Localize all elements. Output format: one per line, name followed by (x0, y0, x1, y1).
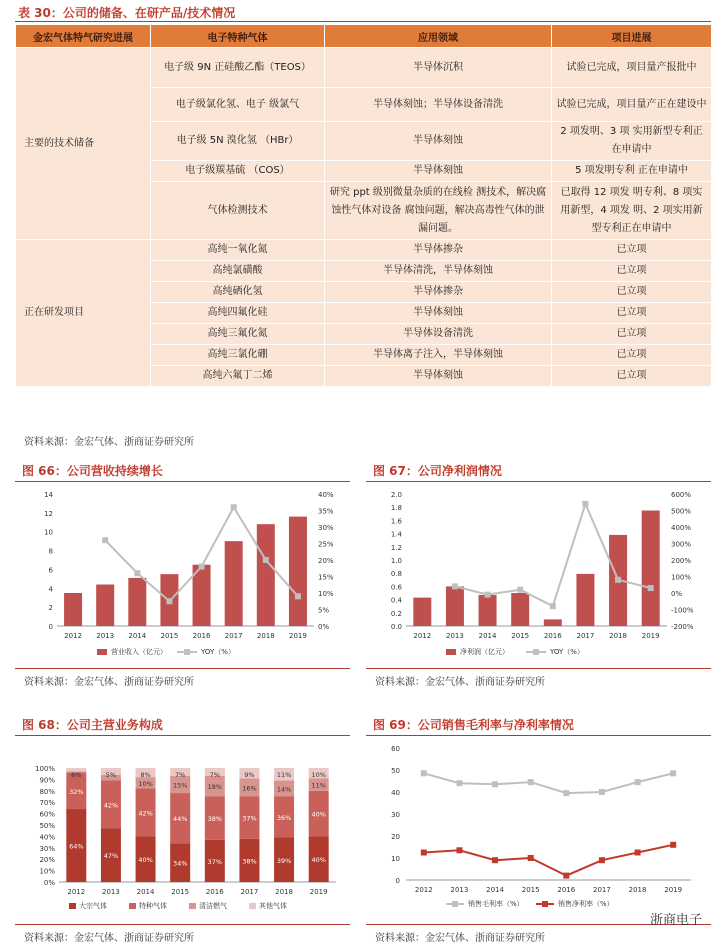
x-tick-label: 2016 (543, 632, 562, 640)
segment-label: 6% (71, 771, 82, 779)
revenue-bar (479, 595, 497, 626)
margin-marker (563, 873, 569, 879)
segment-label: 42% (138, 809, 153, 818)
y-left-tick-label: 0.6 (390, 583, 402, 592)
y-left-tick-label: 0.4 (390, 596, 402, 605)
margin-marker (456, 780, 462, 786)
fig67-rule (366, 481, 711, 482)
segment-label: 47% (103, 852, 119, 861)
cell-progress: 已立项 (552, 366, 712, 387)
cell-app: 研究 ppt 级别微量杂质的在线检 测技术，解决腐蚀性气体对设备 腐蚀问题，解决高毒性气体的泄 漏问题。 (325, 182, 552, 240)
cell-gas: 高纯硒化氢 (151, 282, 325, 303)
y-tick-label: 30 (391, 811, 400, 819)
yoy-marker (199, 564, 205, 570)
cell-app: 半导体掺杂 (325, 240, 552, 261)
x-tick-label: 2015 (160, 632, 179, 640)
x-tick-label: 2015 (171, 888, 190, 896)
y-left-tick-label: 2 (48, 604, 53, 613)
y-left-tick-label: 0.8 (390, 570, 402, 579)
y-tick-label: 80% (39, 787, 55, 796)
x-tick-label: 2013 (450, 886, 469, 894)
y-tick-label: 40% (39, 833, 55, 842)
y-tick-label: 90% (39, 776, 55, 785)
y-right-tick-label: 0% (318, 623, 330, 631)
y-right-tick-label: 100% (671, 573, 692, 582)
table-header-cell: 金宏气体特气研究进展 (16, 25, 151, 48)
x-tick-label: 2016 (557, 886, 576, 894)
revenue-bar (446, 586, 464, 626)
margin-marker (528, 855, 534, 861)
x-tick-label: 2013 (96, 632, 115, 640)
y-left-tick-label: 4 (48, 585, 53, 594)
yoy-marker (102, 537, 108, 543)
x-tick-label: 2012 (67, 888, 86, 896)
fig68-rule (15, 735, 350, 736)
y-left-tick-label: 0.2 (390, 609, 402, 618)
cell-gas: 电子级氯化氢、电子 级氯气 (151, 88, 325, 122)
y-left-tick-label: 14 (44, 491, 53, 499)
y-tick-label: 60 (391, 745, 400, 753)
revenue-bar (64, 593, 82, 626)
legend-label: 清洁燃气 (199, 902, 227, 910)
x-tick-label: 2017 (576, 632, 595, 640)
cell-progress: 试验已完成，项目量产报批中 (552, 48, 712, 88)
cell-app: 半导体刻蚀 (325, 122, 552, 161)
y-right-tick-label: 5% (318, 606, 330, 615)
y-left-tick-label: 8 (48, 547, 53, 556)
legend-swatch (249, 903, 256, 909)
fig69-rule (366, 735, 711, 736)
y-left-tick-label: 1.6 (390, 517, 402, 526)
table-row (16, 48, 712, 88)
table-header-row (16, 25, 712, 48)
legend-label: 特种气体 (139, 902, 167, 910)
fig67-chart (366, 484, 711, 664)
fig66-title: 图 66：公司营收持续增长 (22, 464, 163, 478)
segment-label: 11% (311, 781, 326, 790)
x-tick-label: 2017 (240, 888, 259, 896)
table-title: 表 30：公司的储备、在研产品/技术情况 (18, 6, 236, 20)
y-tick-label: 10 (391, 855, 400, 863)
title-rule (15, 21, 711, 22)
legend-line-label: YOY（%） (201, 648, 235, 656)
cell-app: 半导体离子注入，半导体刻蚀 (325, 345, 552, 366)
legend-label: 大宗气体 (79, 902, 107, 910)
yoy-marker (452, 583, 458, 589)
reserve-table (15, 24, 712, 387)
x-tick-label: 2016 (192, 632, 211, 640)
y-tick-label: 30% (39, 844, 55, 853)
margin-marker (421, 770, 427, 776)
y-tick-label: 20 (391, 833, 400, 841)
y-right-tick-label: 15% (318, 573, 334, 582)
segment-label: 32% (69, 787, 84, 796)
margin-marker (563, 790, 569, 796)
yoy-marker (134, 570, 140, 576)
margin-marker (492, 857, 498, 863)
fig69-title: 图 69：公司销售毛利率与净利率情况 (373, 718, 574, 732)
group-cell: 正在研发项目 (16, 240, 151, 387)
margin-marker (670, 842, 676, 848)
fig69-source: 资料来源：金宏气体、浙商证券研究所 (375, 933, 545, 944)
fig68-source: 资料来源：金宏气体、浙商证券研究所 (24, 933, 194, 944)
revenue-bar (128, 578, 146, 626)
margin-marker (599, 789, 605, 795)
cell-app: 半导体掺杂 (325, 282, 552, 303)
cell-progress: 已立项 (552, 282, 712, 303)
x-tick-label: 2018 (609, 632, 627, 640)
x-tick-label: 2015 (521, 886, 540, 894)
y-right-tick-label: 10% (318, 590, 334, 598)
legend-bar-swatch (97, 649, 107, 655)
x-tick-label: 2013 (446, 632, 464, 640)
margin-marker (635, 779, 641, 785)
revenue-bar (544, 619, 562, 626)
x-tick-label: 2013 (102, 888, 120, 896)
yoy-marker (582, 501, 588, 507)
yoy-marker (263, 557, 269, 563)
table-header-cell: 应用领域 (325, 25, 552, 48)
legend-label: 销售毛利率（%） (468, 900, 524, 908)
y-left-tick-label: 1.4 (390, 530, 402, 539)
fig66-rule (15, 481, 350, 482)
margin-marker (670, 770, 676, 776)
y-left-tick-label: 2.0 (390, 491, 402, 499)
fig69-chart (366, 738, 711, 918)
watermark-logo: 浙商电子 (649, 913, 702, 928)
cell-progress: 已立项 (552, 345, 712, 366)
y-left-tick-label: 6 (48, 566, 53, 575)
y-left-tick-label: 12 (44, 509, 53, 518)
segment-label: 64% (69, 842, 84, 851)
legend-marker (542, 901, 548, 907)
yoy-marker (550, 603, 556, 609)
cell-progress: 2 项发明、3 项 实用新型专利正在申请中 (552, 122, 712, 161)
cell-app: 半导体刻蚀 (325, 161, 552, 182)
x-tick-label: 2012 (414, 886, 433, 894)
segment-label: 7% (175, 771, 186, 779)
y-right-tick-label: 400% (671, 524, 692, 532)
segment-label: 38% (242, 857, 257, 866)
y-right-tick-label: 35% (318, 507, 334, 516)
segment-label: 40% (311, 856, 326, 865)
legend-line-marker (184, 649, 190, 655)
x-tick-label: 2019 (641, 632, 660, 640)
x-tick-label: 2017 (593, 886, 611, 894)
revenue-bar (96, 585, 114, 626)
legend-bar-swatch (446, 649, 456, 655)
y-tick-label: 10% (39, 867, 55, 876)
y-tick-label: 70% (39, 799, 55, 808)
x-tick-label: 2012 (413, 632, 432, 640)
cell-progress: 已取得 12 项发 明专利、8 项实 用新型，4 项发 明、2 项实用新 型专利正在申请中 (552, 182, 712, 240)
x-tick-label: 2018 (628, 886, 647, 894)
revenue-bar (642, 511, 660, 627)
segment-label: 38% (207, 815, 223, 824)
cell-progress: 5 项发明专利 正在申请中 (552, 161, 712, 182)
y-tick-label: 100% (34, 765, 55, 773)
segment-label: 15% (172, 781, 188, 790)
legend-line-label: YOY（%） (550, 648, 584, 656)
margin-marker (528, 779, 534, 785)
cell-app: 半导体清洗，半导体刻蚀 (325, 261, 552, 282)
fig68-title: 图 68：公司主营业务构成 (22, 718, 163, 732)
revenue-bar (413, 598, 431, 626)
margin-marker (635, 850, 641, 856)
yoy-marker (615, 577, 621, 583)
table-header-cell: 电子特种气体 (151, 25, 325, 48)
y-left-tick-label: 1.8 (390, 504, 402, 513)
x-tick-label: 2018 (275, 888, 293, 896)
segment-label: 8% (140, 771, 151, 779)
y-left-tick-label: 10 (44, 528, 53, 537)
cell-app: 半导体设备清洗 (325, 324, 552, 345)
x-tick-label: 2017 (224, 632, 243, 640)
x-tick-label: 2014 (128, 632, 147, 640)
cell-app: 半导体刻蚀 (325, 303, 552, 324)
revenue-bar (289, 517, 307, 626)
segment-label: 14% (276, 785, 292, 794)
segment-label: 37% (242, 814, 257, 823)
segment-label: 39% (276, 856, 292, 865)
fig66-chart (15, 484, 350, 664)
yoy-marker (485, 592, 491, 598)
cell-gas: 高纯氯磺酸 (151, 261, 325, 282)
y-right-tick-label: -100% (671, 606, 694, 615)
margin-marker (421, 850, 427, 856)
table-row (16, 240, 712, 261)
table-header-cell: 项目进展 (552, 25, 712, 48)
legend-swatch (69, 903, 76, 909)
yoy-marker (648, 585, 654, 591)
y-left-tick-label: 1.2 (390, 543, 402, 552)
segment-label: 40% (311, 810, 326, 819)
x-tick-label: 2012 (64, 632, 82, 640)
legend-label: 其他气体 (259, 902, 287, 910)
revenue-bar (576, 574, 594, 626)
x-tick-label: 2014 (136, 888, 155, 896)
cell-app: 半导体刻蚀 (325, 366, 552, 387)
fig67-bottom-rule (366, 668, 711, 669)
x-tick-label: 2014 (478, 632, 497, 640)
cell-gas: 电子级 5N 溴化氢 （HBr） (151, 122, 325, 161)
segment-label: 44% (172, 815, 188, 824)
cell-app: 半导体沉积 (325, 48, 552, 88)
y-left-tick-label: 1.0 (390, 557, 402, 565)
y-right-tick-label: 30% (318, 524, 334, 532)
cell-progress: 试验已完成，项目量产正在建设中 (552, 88, 712, 122)
yoy-marker (517, 587, 523, 593)
x-tick-label: 2018 (256, 632, 275, 640)
legend-swatch (189, 903, 196, 909)
y-right-tick-label: -200% (671, 623, 694, 631)
y-tick-label: 0 (395, 877, 400, 885)
legend-bar-label: 营业收入（亿元） (111, 648, 167, 656)
revenue-bar (511, 593, 529, 626)
y-right-tick-label: 25% (318, 540, 334, 549)
segment-label: 36% (276, 814, 292, 823)
fig67-title: 图 67：公司净利润情况 (373, 464, 502, 478)
y-right-tick-label: 500% (671, 507, 692, 516)
cell-gas: 气体检测技术 (151, 182, 325, 240)
group-cell: 主要的技术储备 (16, 48, 151, 240)
y-tick-label: 0% (43, 879, 55, 887)
table-source: 资料来源：金宏气体、浙商证券研究所 (24, 437, 194, 448)
revenue-bar (225, 541, 243, 626)
x-tick-label: 2014 (486, 886, 504, 894)
segment-label: 34% (172, 859, 188, 868)
y-tick-label: 50 (391, 767, 400, 775)
yoy-marker (295, 593, 301, 599)
yoy-marker (231, 504, 237, 510)
y-left-tick-label: 0 (48, 623, 53, 631)
y-right-tick-label: 40% (318, 491, 334, 499)
y-right-tick-label: 600% (671, 491, 692, 499)
fig68-chart (15, 738, 350, 918)
segment-label: 9% (244, 771, 255, 779)
y-tick-label: 40 (391, 789, 400, 797)
fig66-bottom-rule (15, 668, 350, 669)
fig68-bottom-rule (15, 924, 350, 925)
legend-line-marker (533, 649, 539, 655)
segment-label: 10% (138, 779, 153, 788)
segment-label: 18% (207, 783, 223, 792)
y-tick-label: 50% (39, 822, 55, 830)
fig67-source: 资料来源：金宏气体、浙商证券研究所 (375, 677, 545, 688)
cell-gas: 电子级羰基硫 （COS） (151, 161, 325, 182)
y-right-tick-label: 300% (671, 540, 692, 549)
x-tick-label: 2015 (511, 632, 530, 640)
cell-gas: 高纯三氟化氮 (151, 324, 325, 345)
cell-gas: 高纯六氟丁二烯 (151, 366, 325, 387)
yoy-marker (166, 598, 172, 604)
y-tick-label: 60% (39, 810, 55, 819)
segment-label: 7% (209, 771, 220, 779)
cell-progress: 已立项 (552, 261, 712, 282)
y-left-tick-label: 0.0 (390, 623, 402, 631)
segment-label: 16% (242, 784, 257, 793)
legend-swatch (129, 903, 136, 909)
cell-progress: 已立项 (552, 324, 712, 345)
cell-gas: 高纯一氧化氮 (151, 240, 325, 261)
margin-marker (492, 781, 498, 787)
margin-marker (456, 847, 462, 853)
segment-label: 5% (105, 771, 117, 779)
revenue-bar (257, 524, 275, 626)
legend-marker (452, 901, 458, 907)
legend-label: 销售净利率（%） (558, 900, 614, 908)
x-tick-label: 2019 (289, 632, 307, 640)
margin-marker (599, 857, 605, 863)
legend-bar-label: 净利润（亿元） (460, 648, 509, 656)
cell-gas: 电子级 9N 正硅酸乙酯（TEOS） (151, 48, 325, 88)
x-tick-label: 2016 (205, 888, 224, 896)
cell-gas: 高纯四氟化硅 (151, 303, 325, 324)
segment-label: 37% (207, 857, 223, 866)
cell-app: 半导体刻蚀；半导体设备清洗 (325, 88, 552, 122)
cell-progress: 已立项 (552, 240, 712, 261)
x-tick-label: 2019 (664, 886, 683, 894)
y-right-tick-label: 0% (671, 590, 683, 598)
x-tick-label: 2019 (309, 888, 328, 896)
y-right-tick-label: 20% (318, 557, 334, 565)
segment-label: 42% (103, 801, 119, 810)
segment-label: 40% (138, 856, 153, 865)
cell-gas: 高纯三氯化硼 (151, 345, 325, 366)
y-right-tick-label: 200% (671, 557, 692, 565)
segment-label: 11% (276, 771, 292, 779)
segment-label: 10% (311, 771, 326, 779)
fig66-source: 资料来源：金宏气体、浙商证券研究所 (24, 677, 194, 688)
cell-progress: 已立项 (552, 303, 712, 324)
y-tick-label: 20% (39, 856, 55, 865)
